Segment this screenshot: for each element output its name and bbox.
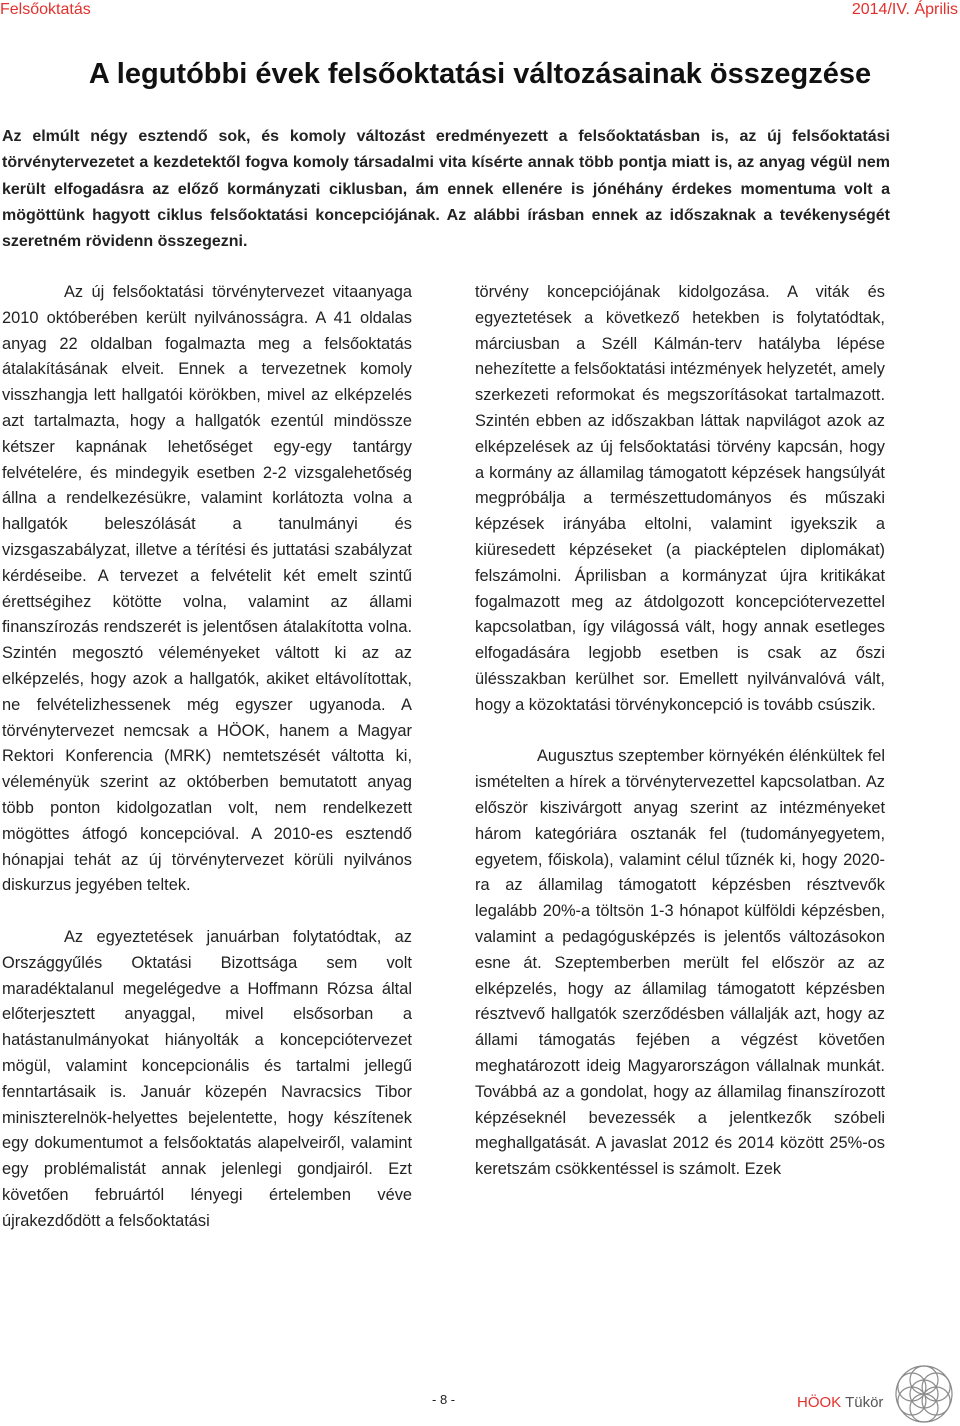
- section-label: Felsőoktatás: [0, 1, 91, 18]
- right-column: [475, 280, 885, 1183]
- body-paragraph: törvény koncepciójának kidolgozása. A viták és egyeztetések a következő hetekben is folytatódtak, márciusban a Széll Kálmán-terv hatályba lépése nehezítette a felsőoktatási intézmények helyzetét, amely szerkezeti reformokat és megszorításokat tartalmazott. Szintén ebben az időszakban láttak napvilágot azok az elképzelések az új felsőoktatási törvény kapcsán, hogy a kormány az államilag támogatott képzések hangsúlyát megpróbálja a természettudományos és műszaki képzések irányába eltolni, valamint igyekszik a kiüresedett képzéseket (a piacképtelen diplomákat) felszámolni. Áprilisban a kormányzat újra kritikákat fogalmazott meg az átdolgozott koncepciótervezettel kapcsolatban, így világossá vált, hogy annak esetleges elfogadására legjobb esetben is csak az őszi ülésszakban kerülhet sor. Emellett nyilvánvalóvá vált, hogy a közoktatási törvénykoncepció is tovább csúszik.: [475, 283, 885, 714]
- rosette-logo-icon: [892, 1362, 956, 1426]
- body-paragraph: Az egyeztetések januárban folytatódtak, az Országgyűlés Oktatási Bizottsága sem volt maradéktalanul megelégedve a Hoffmann Rózsa által előterjesztett anyaggal, mivel elsősorban a hatástanulmányokat hiányolták a koncepciótervezet mögül, valamint koncepcionális és tartalmi jellegű fenntartásaik is. Január közepén Navracsics Tibor miniszterelnök-helyettes bejelentette, hogy készítenek egy dokumentumot a felsőoktatás alapelveiről, valamint egy problémalistát annak jelenlegi gondjairól. Ezt követően februártól lényegi értelemben véve újrakezdődött a felsőoktatási: [2, 927, 412, 1230]
- article-title: A legutóbbi évek felsőoktatási változásainak összegzése: [88, 58, 872, 90]
- page-number: - 8 -: [432, 1392, 456, 1407]
- brand-tukor: Tükör: [841, 1394, 884, 1411]
- article-lead: [2, 124, 890, 255]
- brand-hook: HÖOK: [797, 1394, 842, 1411]
- body-paragraph: Az új felsőoktatási törvénytervezet vitaanyaga 2010 októberében került nyilvánosságra. A 41 oldalas anyag 22 oldalban fogalmazta meg a felsőoktatás átalakításának elveit. Ennek a tervezetnek komoly visszhangja lett hallgatói körökben, mivel az elképzelés azt tartalmazta, hogy a hallgatók ezentúl mindössze kétszer kapnának lehetőséget egy-egy tantárgy felvételére, és mindegyik esetben 2-2 vizsgalehetőség állna a rendelkezésükre, valamint korlátozta volna a hallgatók beleszólását a tanulmányi és vizsgaszabályzat, illetve a térítési és juttatási szabályzat kérdéseibe. A tervezet a felvételit két emelt szintű érettségihez kötötte volna, valamint az állami finanszírozás rendszerét is jelentősen átalakította volna. Szintén megosztó véleményeket váltott ki az az elképzelés, hogy azok a hallgatók, akiket eltávolítottak, ne felvételizhessenek még egyszer ugyanoda. A törvénytervezet nemcsak a HÖOK, hanem a Magyar Rektori Konferencia (MRK) nemtetszését váltotta ki, véleményük szerint az októberben bemutatott anyag több ponton kidolgozatlan volt, nem rendelkezett mögöttes átfogó koncepcióval. A 2010-es esztendő hónapjai tehát az új törvénytervezet körüli nyilvános diskurzus jegyében teltek.: [2, 283, 412, 895]
- magazine-brand: [797, 1394, 883, 1411]
- left-column: [2, 280, 412, 1234]
- lead-paragraph: Az elmúlt négy esztendő sok, és komoly változást eredményezett a felsőoktatásban is, az új felsőoktatási törvénytervezetet a kezdetektől fogva komoly társadalmi vita kísérte annak több pontja miatt is, az anyag végül nem került elfogadásra az előző kormányzati ciklusban, ám ennek ellenére is jónéhány érdekes momentuma volt a mögöttünk hagyott ciklus felsőoktatási koncepciójának. Az alábbi írásban ennek az időszaknak a tevékenységét szeretném rövidenn összegezni.: [2, 128, 890, 251]
- body-paragraph: Augusztus szeptember környékén élénkültek fel ismételten a hírek a törvénytervezettel kapcsolatban. Az először kiszivárgott anyag szerint az intézményeket három kategóriára osztanák fel (tudományegyetem, egyetem, főiskola), valamint célul tűznék ki, hogy 2020-ra az államilag támogatott képzésben résztvevők legalább 20%-a töltsön 1-3 hónapot külföldi képzésben, valamint a pedagógusképzés is jelentős változásokon esne át. Szeptemberben merült fel először az az elképzelés, hogy az államilag támogatott képzésben résztvevő hallgatók szerződésben vállalják azt, hogy az állami támogatás fejében a végzést követően meghatározott ideig Magyarországon vállalnak munkát. Továbbá az a gondolat, hogy az államilag finanszírozott képzéseknél bevezessék a jelentkezők szóbeli meghallgatását. A javaslat 2012 és 2014 között 25%-os keretszám csökkentéssel is számolt. Ezek: [475, 747, 885, 1179]
- issue-label: 2014/IV. Április: [851, 1, 958, 18]
